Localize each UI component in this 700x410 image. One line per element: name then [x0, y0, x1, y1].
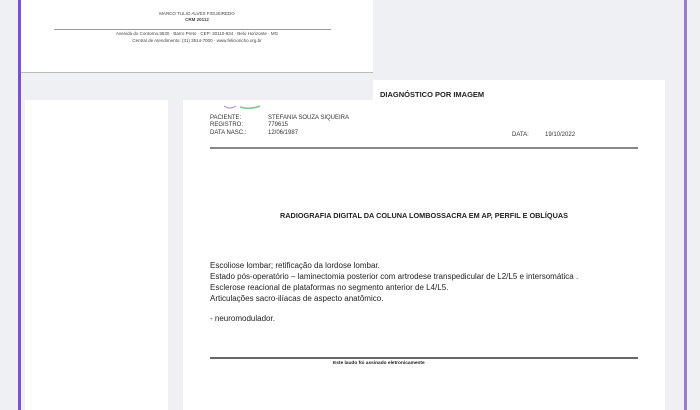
previous-page-gap — [21, 72, 373, 100]
left-blank-page — [25, 100, 168, 410]
viewer-right-border — [684, 0, 687, 410]
registry-label: REGISTRO: — [210, 122, 244, 128]
exam-title: RADIOGRAFIA DIGITAL DA COLUNA LOMBOSSACRA EM AP, PERFIL E OBLÍQUAS — [280, 211, 568, 220]
header-divider — [210, 147, 638, 149]
contact: Central de Atendimento: (31) 3514-7000 · www.felicioricho.org.br — [132, 38, 262, 43]
patient-value: STEFANIA SOUZA SIQUEIRA — [268, 115, 350, 121]
report-header-title: DIAGNÓSTICO POR IMAGEM — [380, 90, 485, 99]
birth-value: 12/06/1987 — [268, 130, 299, 136]
doctor-crm: CRM 20112 — [185, 17, 209, 22]
report-page — [183, 80, 665, 410]
finding-line: Escoliose lombar; retificação da lordose lombar. — [210, 261, 380, 270]
hospital-logo — [222, 97, 262, 102]
finding-line: Estado pós-operatório – laminectomia posterior com artrodese transpedicular de L2/L5 e intersomática . — [210, 272, 579, 281]
doctor-name: MARCO TULIO ALVES FIGUEIREDO — [159, 11, 235, 16]
patient-label: PACIENTE: — [210, 115, 242, 121]
note-line: - neuromodulador. — [210, 314, 275, 323]
finding-line: Esclerose reacional de plataformas no segmento anterior de L4/L5. — [210, 283, 449, 292]
previous-page — [21, 0, 373, 73]
findings — [210, 260, 578, 324]
birth-label: DATA NASC.: — [210, 130, 247, 136]
previous-page-divider — [54, 29, 331, 30]
signature-note: Este laudo foi assinado eletronicamente — [333, 361, 425, 366]
registry-value: 779615 — [268, 122, 289, 128]
address: Avenida do Contorno,9530 · Barro Preto · CEP: 30110-934 · Belo Horizonte · MG — [115, 31, 279, 36]
date-value: 19/10/2022 — [545, 132, 576, 138]
footer-divider — [210, 357, 638, 359]
date-label: DATA: — [512, 132, 529, 138]
finding-line: Articulações sacro-ilíacas de aspecto anatômico. — [210, 294, 384, 303]
